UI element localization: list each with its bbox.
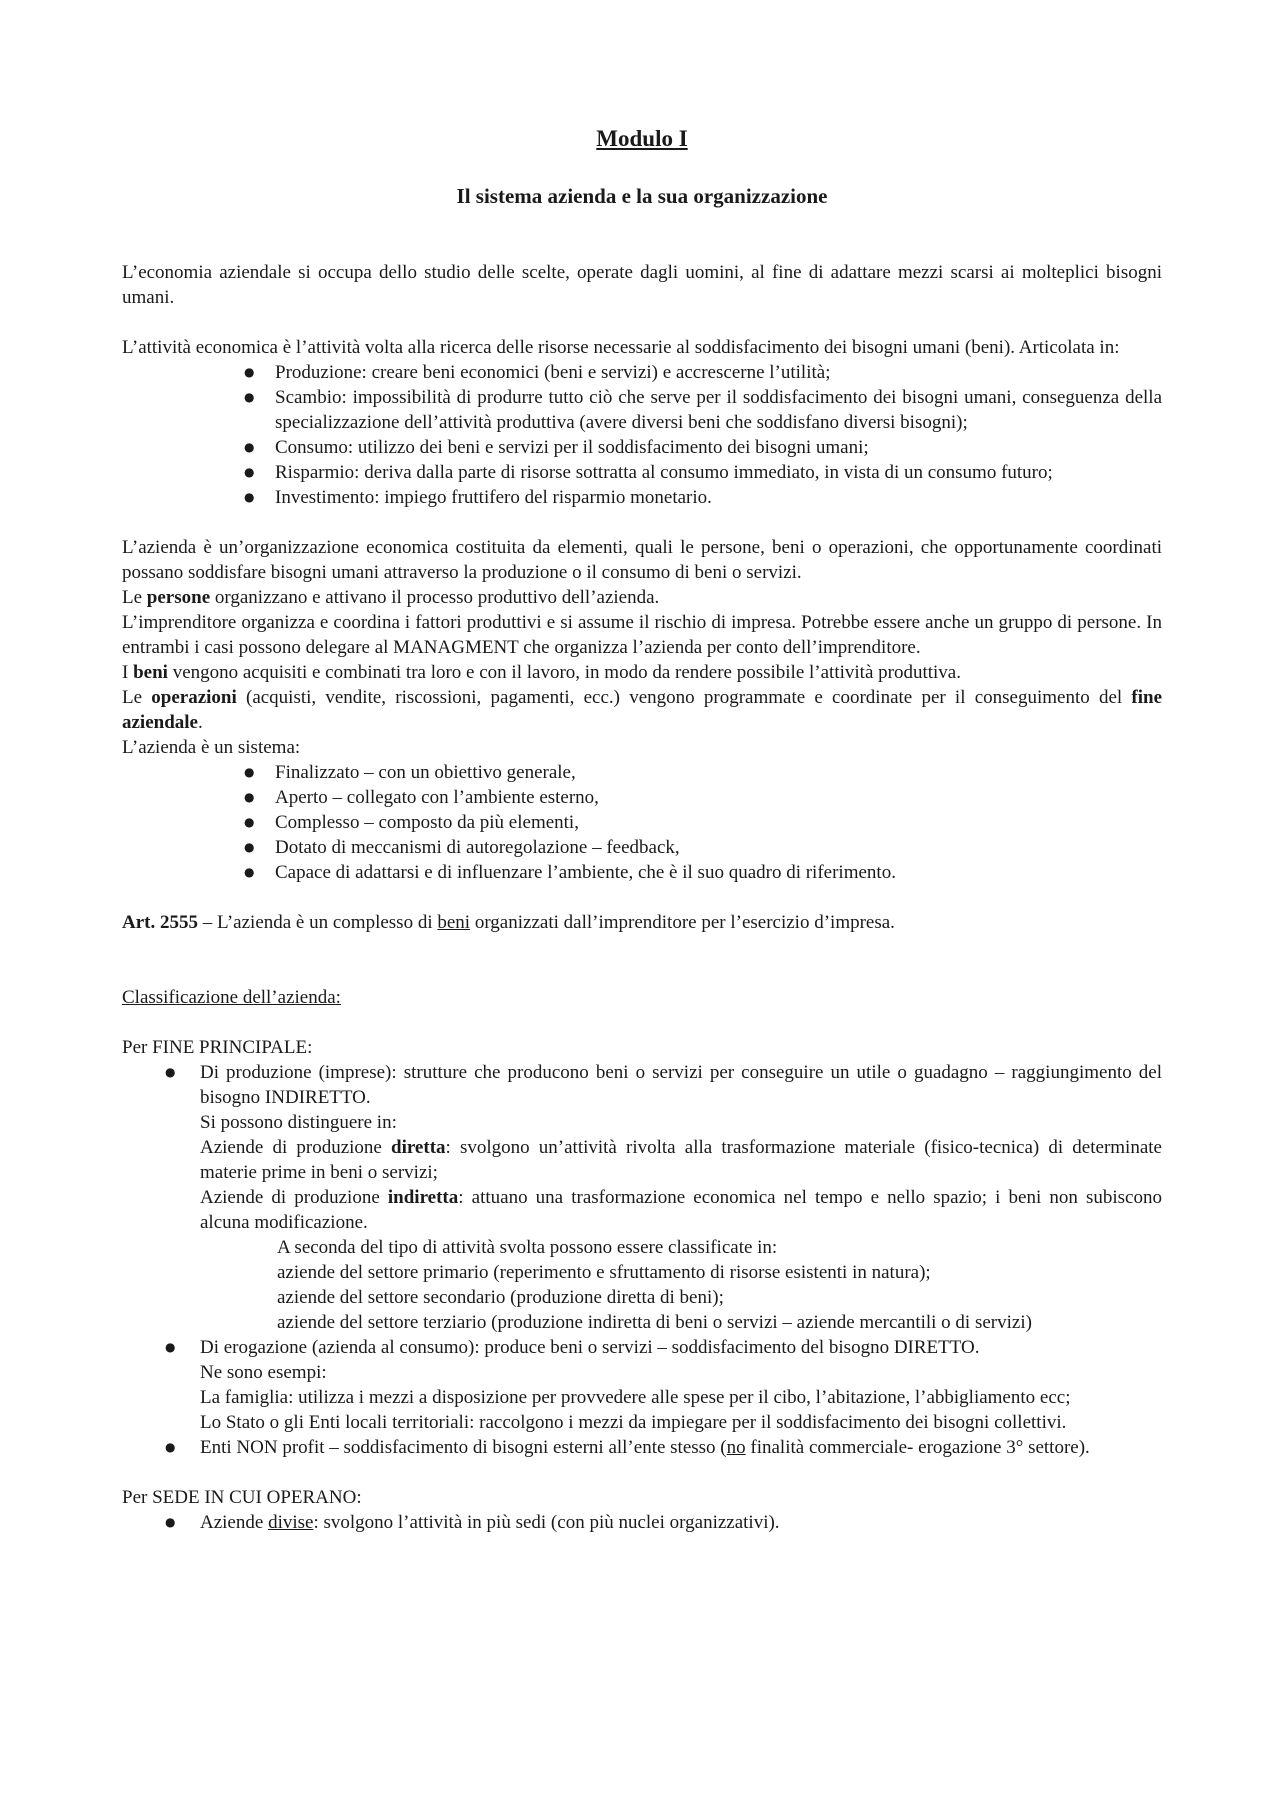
erogazione-state: Lo Stato o gli Enti locali territoriali: raccolgono i mezzi da impiegare per il soddisfacimento dei bisogni collettivi. xyxy=(200,1412,1067,1433)
erogazione-text: ● Di erogazione (azienda al consumo): produce beni o servizi – soddisfacimento del bisogno DIRETTO. xyxy=(200,1337,980,1358)
activities-list xyxy=(122,360,1162,510)
list-item: ● Produzione: creare beni economici (beni e servizi) e accrescerne l’utilità; xyxy=(122,360,1162,385)
list-item: ● Aperto – collegato con l’ambiente esterno, xyxy=(122,785,1162,810)
paragraph-beni: I beni vengono acquisiti e combinati tra loro e con il lavoro, in modo da rendere possibile l’attività produttiva. xyxy=(122,662,961,683)
erogazione-examples: Ne sono esempi: xyxy=(200,1362,327,1383)
sector-line: A seconda del tipo di attività svolta possono essere classificate in: xyxy=(277,1237,778,1258)
sector-line: aziende del settore primario (reperimento e sfruttamento di risorse esistenti in natura); xyxy=(277,1262,931,1283)
list-item xyxy=(122,1060,1162,1335)
list-item: ● Investimento: impiego fruttifero del risparmio monetario. xyxy=(122,485,1162,510)
list-item: ● Scambio: impossibilità di produrre tutto ciò che serve per il soddisfacimento dei bisogni umani, conseguenza della specializzazione dell’attività produttiva (avere diversi beni che soddisfano diversi bisogni); xyxy=(122,385,1162,435)
list-item: ● Capace di adattarsi e di influenzare l’ambiente, che è il suo quadro di riferimento. xyxy=(122,860,1162,885)
fine-principale-heading: Per FINE PRINCIPALE: xyxy=(122,1037,313,1058)
document-body xyxy=(122,124,1162,1535)
list-item: ● Complesso – composto da più elementi, xyxy=(122,810,1162,835)
list-item: ● Risparmio: deriva dalla parte di risorse sottratta al consumo immediato, in vista di un consumo futuro; xyxy=(122,460,1162,485)
list-item: ● Finalizzato – con un obiettivo generale, xyxy=(122,760,1162,785)
paragraph-imprenditore: L’imprenditore organizza e coordina i fattori produttivi e si assume il rischio di impresa. Potrebbe essere anche un gruppo di persone. In entrambi i casi possono delegare al MANAGMENT che organizza l’azienda per conto dell’imprenditore. xyxy=(122,612,1162,658)
produzione-diretta: Aziende di produzione diretta: svolgono un’attività rivolta alla trasformazione materiale (fisico-tecnica) di determinate materie prime in beni o servizi; xyxy=(200,1137,1162,1183)
paragraph-azienda: L’azienda è un’organizzazione economica costituita da elementi, quali le persone, beni o operazioni, che opportunamente coordinati possano soddisfare bisogni umani attraverso la produzione o il consumo di beni o servizi. xyxy=(122,537,1162,583)
page-subtitle: Il sistema azienda e la sua organizzazione xyxy=(456,184,828,208)
sector-line: aziende del settore secondario (produzione diretta di beni); xyxy=(277,1287,724,1308)
paragraph-attivita: L’attività economica è l’attività volta alla ricerca delle risorse necessarie al soddisfacimento dei bisogni umani (beni). Articolata in: xyxy=(122,337,1120,358)
list-item xyxy=(122,1335,1162,1435)
produzione-distinguish: Si possono distinguere in: xyxy=(200,1112,397,1133)
list-item: ● Aziende divise: svolgono l’attività in più sedi (con più nuclei organizzativi). xyxy=(122,1510,1162,1535)
list-item: ● Consumo: utilizzo dei beni e servizi per il soddisfacimento dei bisogni umani; xyxy=(122,435,1162,460)
paragraph-persone: Le persone organizzano e attivano il processo produttivo dell’azienda. xyxy=(122,587,660,608)
list-item: ● Enti NON profit – soddisfacimento di bisogni esterni all’ente stesso (no finalità commerciale- erogazione 3° settore). xyxy=(122,1435,1162,1460)
page-title: Modulo I xyxy=(596,126,688,151)
fine-list xyxy=(122,1060,1162,1460)
produzione-indiretta: Aziende di produzione indiretta: attuano una trasformazione economica nel tempo e nello spazio; i beni non subiscono alcuna modificazione. xyxy=(200,1187,1162,1233)
paragraph-economia: L’economia aziendale si occupa dello studio delle scelte, operate dagli uomini, al fine di adattare mezzi scarsi ai molteplici bisogni umani. xyxy=(122,262,1162,308)
system-list xyxy=(122,760,1162,885)
classification-heading: Classificazione dell’azienda: xyxy=(122,987,341,1008)
sede-list xyxy=(122,1510,1162,1535)
erogazione-family: La famiglia: utilizza i mezzi a disposizione per provvedere alle spese per il cibo, l’abitazione, l’abbigliamento ecc; xyxy=(200,1387,1071,1408)
paragraph-operazioni: Le operazioni (acquisti, vendite, riscossioni, pagamenti, ecc.) vengono programmate e coordinate per il conseguimento del fine aziendale. xyxy=(122,687,1162,733)
list-item: ● Dotato di meccanismi di autoregolazione – feedback, xyxy=(122,835,1162,860)
sector-line: aziende del settore terziario (produzione indiretta di beni o servizi – aziende mercantili o di servizi) xyxy=(277,1312,1032,1333)
produzione-text: ● Di produzione (imprese): strutture che producono beni o servizi per conseguire un utile o guadagno – raggiungimento del bisogno INDIRETTO. xyxy=(200,1062,1162,1108)
paragraph-art-2555: Art. 2555 – L’azienda è un complesso di beni organizzati dall’imprenditore per l’esercizio d’impresa. xyxy=(122,912,895,933)
sede-heading: Per SEDE IN CUI OPERANO: xyxy=(122,1487,362,1508)
paragraph-sistema: L’azienda è un sistema: xyxy=(122,737,301,758)
